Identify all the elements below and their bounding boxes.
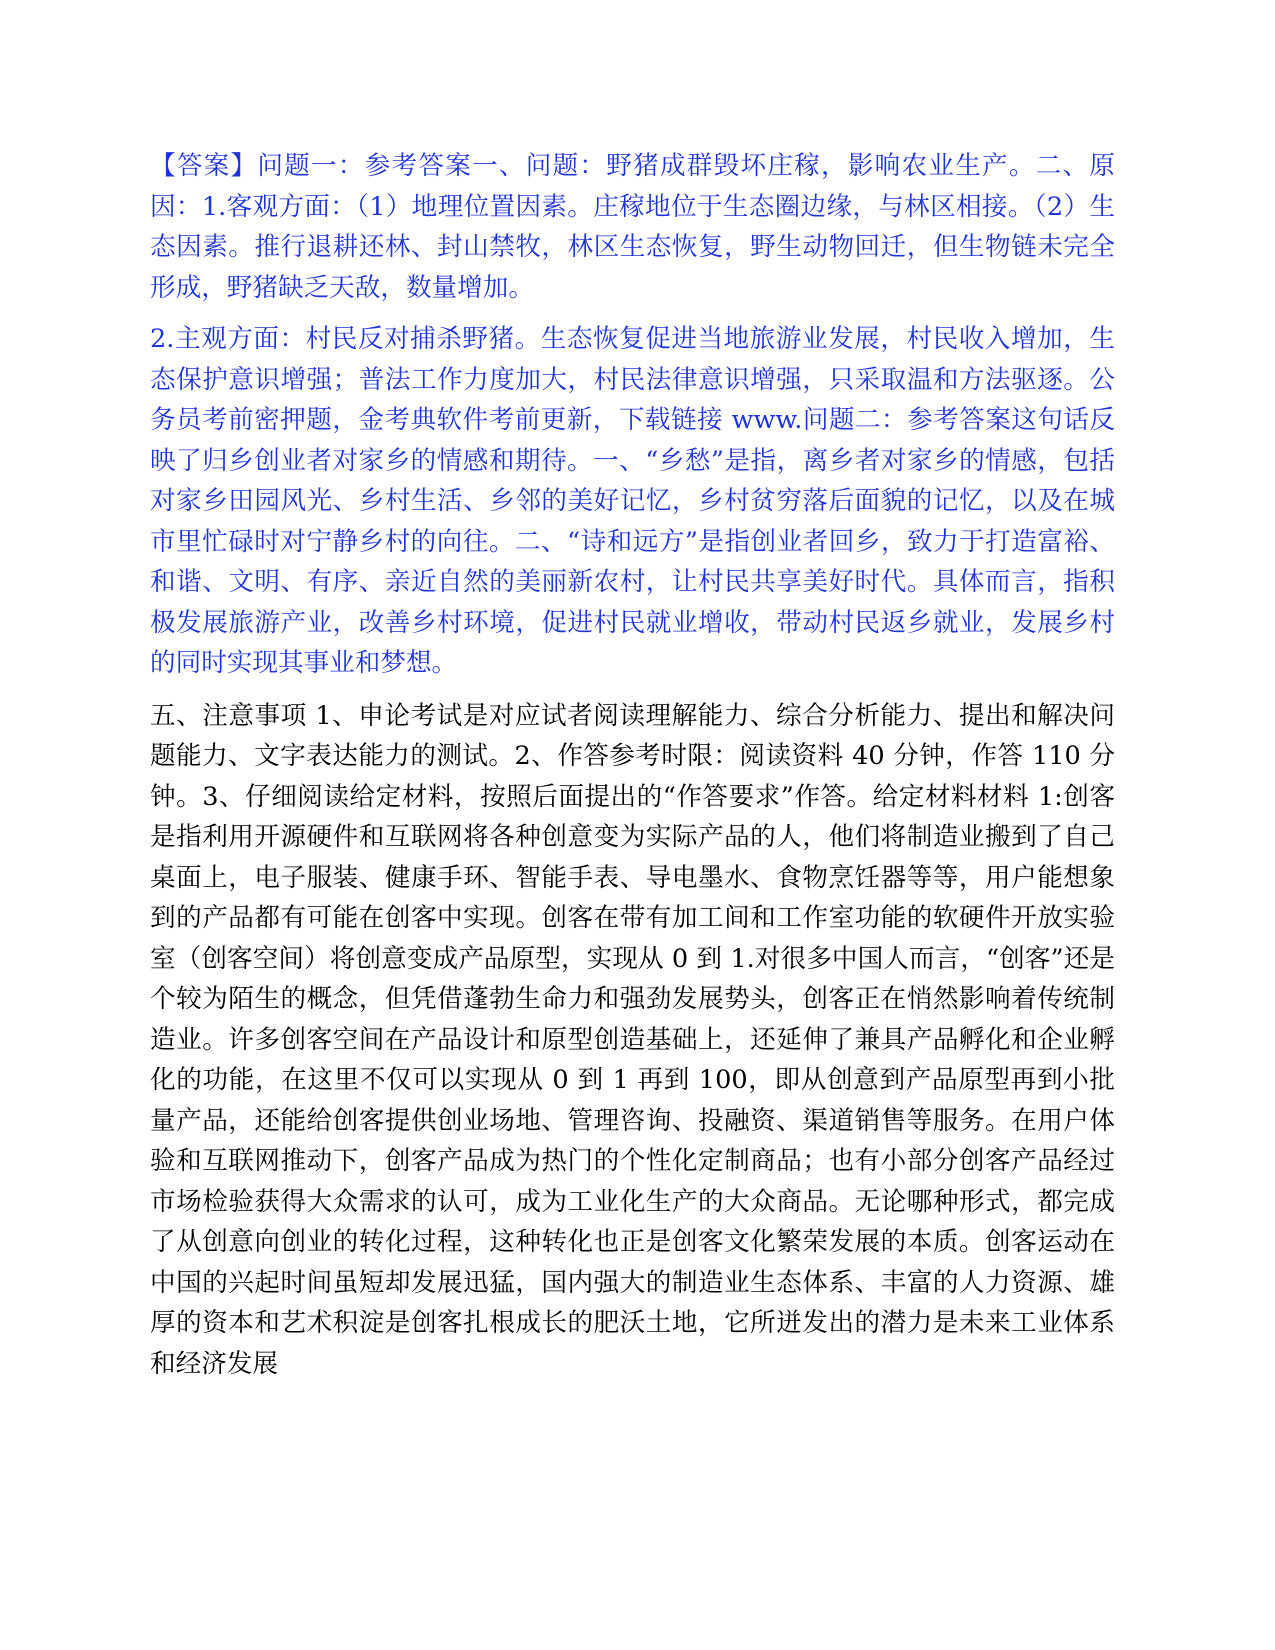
- notice-and-material-paragraph: 五、注意事项 1、申论考试是对应试者阅读理解能力、综合分析能力、提出和解决问题能力、文字表达能力的测试。2、作答参考时限：阅读资料 40 分钟，作答 110 分钟。3、仔细阅读给定材料，按照后面提出的“作答要求”作答。给定材料材料 1:创客是指利用开源硬件和互联网将各种创意变为实际产品的人，他们将制造业搬到了自己桌面上，电子服装、健康手环、智能手表、导电墨水、食物烹饪器等等，用户能想象到的产品都有可能在创客中实现。创客在带有加工间和工作室功能的软硬件开放实验室（创客空间）将创意变成产品原型，实现从 0 到 1.对很多中国人而言，“创客”还是个较为陌生的概念，但凭借蓬勃生命力和强劲发展势头，创客正在悄然影响着传统制造业。许多创客空间在产品设计和原型创造基础上，还延伸了兼具产品孵化和企业孵化的功能，在这里不仅可以实现从 0 到 1 再到 100，即从创意到产品原型再到小批量产品，还能给创客提供创业场地、管理咨询、投融资、渠道销售等服务。在用户体验和互联网推动下，创客产品成为热门的个性化定制商品；也有小部分创客产品经过市场检验获得大众需求的认可，成为工业化生产的大众商品。无论哪种形式，都完成了从创意向创业的转化过程，这种转化也正是创客文化繁荣发展的本质。创客运动在中国的兴起时间虽短却发展迅猛，国内强大的制造业生态体系、丰富的人力资源、雄厚的资本和艺术积淀是创客扎根成长的肥沃土地，它所迸发出的潜力是未来工业体系和经济发展: [150, 700, 1115, 1379]
- answer-paragraph-2: 2.主观方面：村民反对捕杀野猪。生态恢复促进当地旅游业发展，村民收入增加，生态保护意识增强；普法工作力度加大，村民法律意识增强，只采取温和方法驱逐。公务员考前密押题，金考典软件考前更新，下载链接 www.问题二：参考答案这句话反映了归乡创业者对家乡的情感和期待。一、“乡愁”是指，离乡者对家乡的情感，包括对家乡田园风光、乡村生活、乡邻的美好记忆，乡村贫穷落后面貌的记忆，以及在城市里忙碌时对宁静乡村的向往。二、“诗和远方”是指创业者回乡，致力于打造富裕、和谐、文明、有序、亲近自然的美丽新农村，让村民共享美好时代。具体而言，指积极发展旅游产业，改善乡村环境，促进村民就业增收，带动村民返乡就业，发展乡村的同时实现其事业和梦想。: [150, 324, 1115, 678]
- answer-paragraph-1: 【答案】问题一：参考答案一、问题：野猪成群毁坏庄稼，影响农业生产。二、原因：1.客观方面：（1）地理位置因素。庄稼地位于生态圈边缘，与林区相接。（2）生态因素。推行退耕还林、封山禁牧，林区生态恢复，野生动物回迁，但生物链未完全形成，野猪缺乏天敌，数量增加。: [150, 151, 1115, 303]
- document-content: [150, 146, 1115, 1384]
